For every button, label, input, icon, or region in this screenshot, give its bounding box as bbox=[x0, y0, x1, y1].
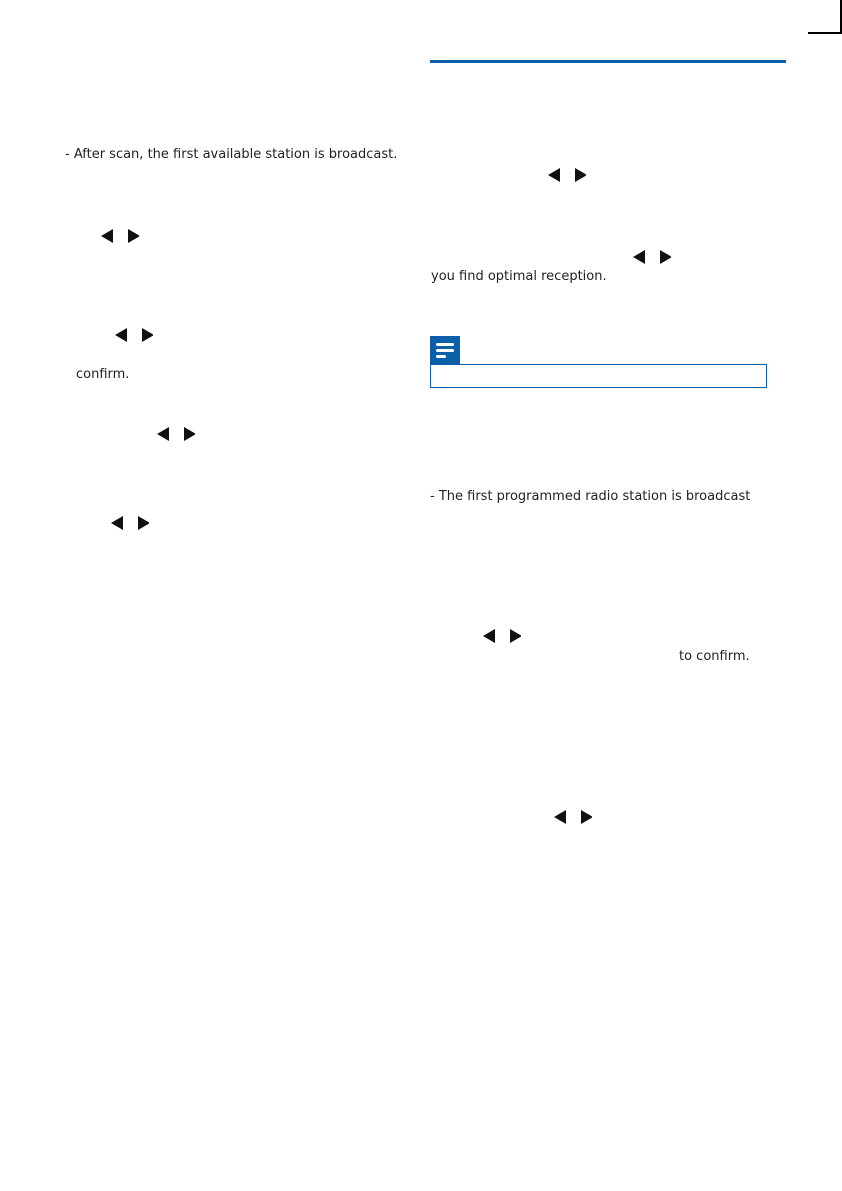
programmed-result-text: - The first programmed radio station is broadcast bbox=[430, 489, 751, 504]
left-right-arrow-icons bbox=[633, 250, 671, 264]
left-right-arrow-icons bbox=[483, 629, 521, 643]
left-right-arrow-icons bbox=[157, 427, 195, 441]
confirm-text-right: to confirm. bbox=[679, 649, 750, 664]
reception-text: you find optimal reception. bbox=[431, 269, 607, 284]
left-right-arrow-icons bbox=[101, 229, 139, 243]
note-icon bbox=[430, 336, 460, 364]
section-rule bbox=[430, 60, 786, 63]
left-right-arrow-icons bbox=[548, 168, 586, 182]
left-right-arrow-icons bbox=[115, 328, 153, 342]
confirm-text: confirm. bbox=[76, 367, 130, 382]
left-right-arrow-icons bbox=[554, 810, 592, 824]
scan-result-text: - After scan, the first available station is broadcast. bbox=[65, 147, 398, 162]
left-right-arrow-icons bbox=[111, 516, 149, 530]
note-box bbox=[430, 364, 767, 388]
crop-mark-horizontal bbox=[808, 32, 842, 34]
